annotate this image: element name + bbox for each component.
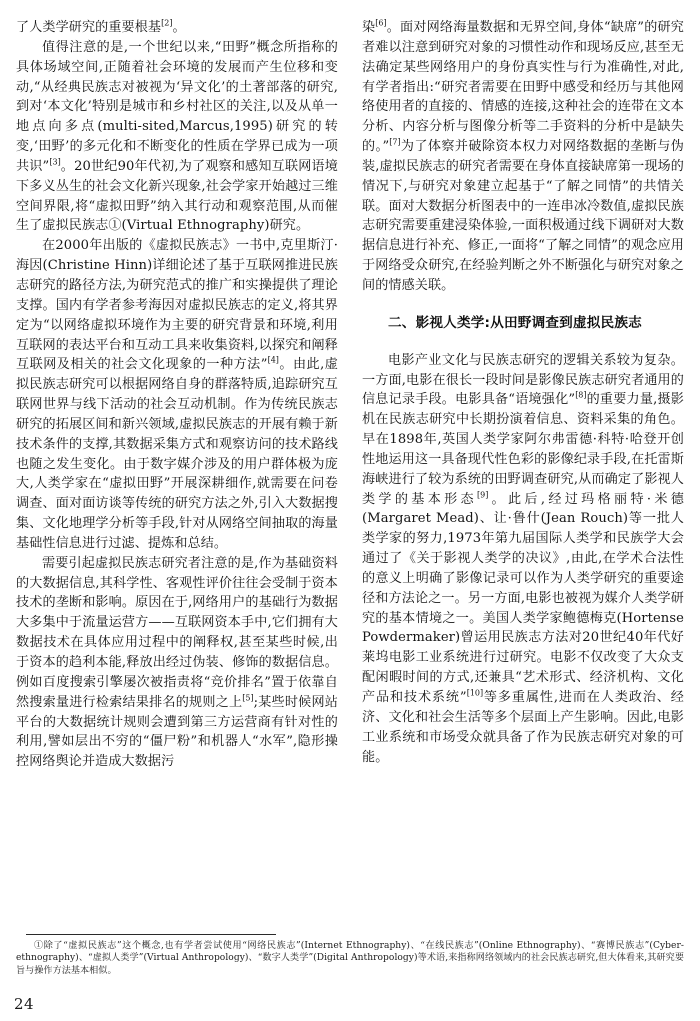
heading-spacer-above — [362, 296, 684, 314]
paragraph-virtual-ethnography-book — [16, 236, 338, 554]
two-column-body — [16, 18, 684, 930]
paragraph-text: 需要引起虚拟民族志研究者注意的是,作为基础资料的大数据信息,其科学性、客观性评价往往会受制于资本技术的垄断和影响。原因在于,网络用户的基础行为数据大多集中于流量运营方——互联网资本手中,它们拥有大数据技术在具体应用过程中的阐释权,甚至某些时候,出于资本的趋利本能,释放出经过伪装、修饰的数据信息。例如百度搜索引擎屡次被指责将“竞价排名”置于依靠自然搜索量进行检索结果排名的规则之上 — [16, 555, 338, 710]
reference-marker: [8] — [575, 390, 587, 400]
left-column — [16, 18, 338, 772]
paragraph-tail: 。由此,虚拟民族志研究可以根据网络自身的群落特质,追踪研究互联网世界与线下活动的社会互动机制。作为传统民族志研究的拓展区间和新兴领域,虚拟民族志的开展有赖于新技术条件的支撑,其数据采集方式和观察访问的技术路线也随之发生变化。由于数字媒介涉及的用户群体极为庞大,人类学家在“虚拟田野”开展深耕细作,就需要在问卷调查、面对面访谈等传统的研究方法之外,引入大数据搜集、文化地理学分析等手段,针对从网络空间抽取的海量基础性信息进行过滤、提炼和总结。 — [16, 357, 339, 551]
paragraph-film-ethnography — [362, 351, 684, 768]
reference-marker: [4] — [267, 355, 279, 365]
paragraph-field-concept — [16, 38, 338, 236]
reference-marker: [3] — [49, 157, 61, 167]
right-column — [362, 18, 684, 767]
paragraph-tail: 。 — [172, 20, 186, 35]
paragraph-text: 了人类学研究的重要根基 — [16, 20, 162, 35]
reference-marker: [5] — [242, 693, 254, 703]
paragraph-tail: 等多重属性,进而在人类政治、经济、文化和社会生活等多个层面上产生影响。因此,电影工业系统和市场受众就具备了作为民族志研究对象的可能。 — [362, 690, 684, 765]
paragraph-tail: ;某些时候网站平台的大数据统计规则会遭到第三方运营商有针对性的利用,譬如层出不穷的“僵尸粉”和机器人“水军”,隐形操控网络舆论并造成大数据污 — [16, 694, 338, 770]
footnote-zone — [16, 934, 684, 977]
paragraph-continued-from-previous-page — [16, 18, 338, 38]
paragraph-tail: 。此后,经过玛格丽特·米德(Margaret Mead)、让·鲁什(Jean Rouch)等一批人类学家的努力,1973年第九届国际人类学和民族学大会通过了《关于影视人类学的决议》,由此,在学术合法性的意义上明确了影像记录可以作为人类学研究的重要途径和方法论之一。另一方面,电影也被视为媒介人类学研究的基本情境之一。美国人类学家鲍德梅克(Hortense Powdermaker)曾运用民族志方法对20世纪40年代好莱坞电影工业系统进行过研究。电影不仅改变了大众支配闲暇时间的方式,还兼具“艺术形式、经济机构、文化产品和技术系统” — [362, 491, 684, 705]
paragraph-text: 染 — [362, 20, 376, 35]
paragraph-tail: 。20世纪90年代初,为了观察和感知互联网语境下多义丛生的社会文化新兴现象,社会学家开始越过三维空间界限,将“虚拟田野”纳入其行动和观察范围,从而催生了虚拟民族志①(Virtual Ethnography)研究。 — [16, 158, 338, 234]
section-heading-visual-anthropology: 二、影视人类学:从田野调查到虚拟民族志 — [388, 314, 642, 331]
footnote-separator-rule — [26, 934, 276, 935]
reference-marker: [9] — [476, 490, 489, 500]
reference-marker: [10] — [466, 688, 484, 698]
reference-marker: [6] — [375, 18, 387, 28]
paragraph-tail: 的重要力量,摄影机在民族志研究中长期扮演着信息、资料采集的角色。早在1898年,英国人类学家阿尔弗雷德·科特·哈登开创性地运用这一具备现代性色彩的影像纪录手段,在托雷斯海峡进行了较为系统的田野调查研究,从而确定了影视人类学的基本形态 — [362, 392, 684, 507]
paragraph-text: 值得注意的是,一个世纪以来,“田野”概念所指称的具体场域空间,正随着社会环境的发展而产生位移和变动,“从经典民族志对被视为‘异文化’的土著部落的研究,到对‘本文化’特别是城市和乡村社区的关注,以及从单一地点向多点(multi-sited,Marcus,1995)研究的转变,‘田野’的多元化和不断变化的性质在学界已成为一项共识” — [16, 39, 338, 174]
paragraph-text: 电影产业文化与民族志研究的逻辑关系较为复杂。一方面,电影在很长一段时间是影像民族志研究者通用的信息记录手段。电影具备“语境强化” — [362, 352, 684, 408]
paragraph-big-data-caution — [16, 554, 338, 772]
paragraph-tail: 为了体察并破除资本权力对网络数据的垄断与伪装,虚拟民族志的研究者需要在身体直接缺席第一现场的情况下,与研究对象建立起基于“了解之同情”的共情关联。面对大数据分析图表中的一连串冰冷数值,虚拟民族志研究需要重建浸染体验,一面积极通过线下调研对大数据信息进行补充、修正,一面将“了解之同情”的观念应用于网络受众研究,在经验判断之外不断强化与研究对象之间的情感关联。 — [362, 139, 684, 293]
page-number: 24 — [14, 995, 35, 1013]
paragraph-text: 在2000年出版的《虚拟民族志》一书中,克里斯汀·海因(Christine Hinn)详细论述了基于互联网推进民族志研究的路径方法,为研究范式的推广和实操提供了理论支撑。国内有学者参考海因对虚拟民族志的定义,将其界定为“以网络虚拟环境作为主要的研究背景和环境,利用互联网的表达平台和互动工具来收集资料,以探究和阐释互联网及相关的社会文化现象的一种方法” — [16, 238, 338, 373]
paragraph-tail: 。面对网络海量数据和无界空间,身体“缺席”的研究者难以注意到研究对象的习惯性动作和现场反应,甚至无法确定某些网络用户的身份真实性与行为准确性,对此,有学者指出:“研究者需要在田野中感受和经历与其他网络使用者的直接的、情感的连接,这种社会的连带在文本分析、内容分析与图像分析等二手资料的分析中是缺失的。” — [362, 20, 684, 155]
heading-spacer-below — [362, 334, 684, 351]
footnote-text: ①除了“虚拟民族志”这个概念,也有学者尝试使用“网络民族志”(Internet Ethnography)、“在线民族志”(Online Ethnography)、“赛博民族志”(Cyber-ethnography)、“虚拟人类学”(Virtual Anthropology)、“数字人类学”(Digital Anthropology)等术语,来指称网络领域内的社会民族志研究,但大体看来,其研究要旨与操作方法基本相似。 — [16, 941, 684, 976]
paragraph-continued-big-data — [362, 18, 684, 296]
reference-marker: [7] — [389, 137, 401, 147]
reference-marker: [2] — [161, 18, 173, 28]
